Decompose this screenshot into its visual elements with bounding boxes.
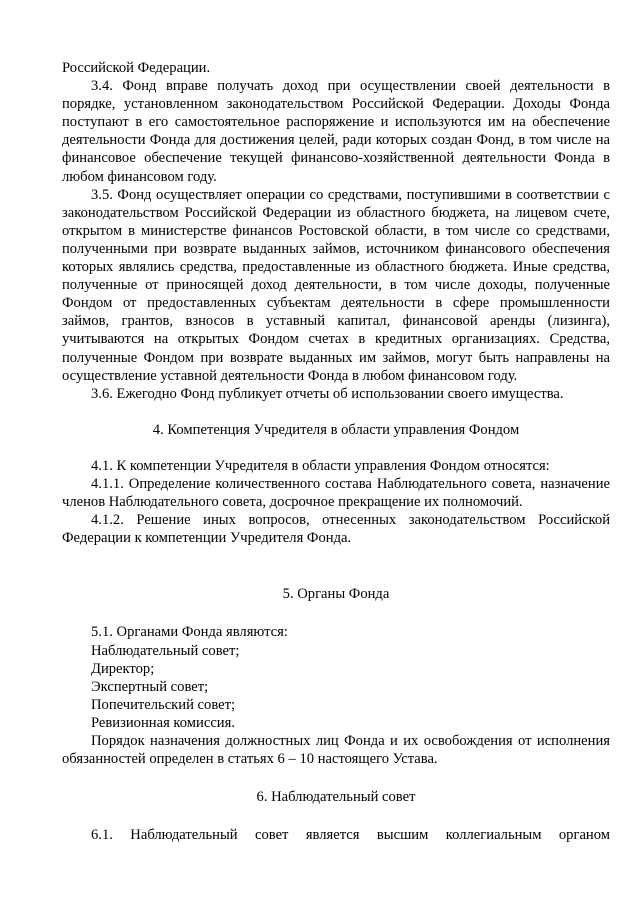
list-item-organ: Экспертный совет; bbox=[91, 678, 209, 695]
paragraph-6-1: 6.1. Наблюдательный совет является высшим коллегиальным органом bbox=[91, 827, 610, 844]
paragraph-4-1-2: 4.1.2. Решение иных вопросов, отнесенных законодательством Российской Федерации к компетенции Учредителя Фонда. bbox=[62, 512, 610, 547]
paragraph-3-4: 3.4. Фонд вправе получать доход при осуществлении своей деятельности в порядке, установленном законодательством Российской Федерации. Доходы Фонда поступают в его самостоятельное распоряжение и используются им на обеспечение деятельности Фонда для достижения целей, ради которых создан Фонд, в том числе на финансовое обеспечение текущей финансово-хозяйственной деятельности Фонда в любом финансовом году. bbox=[62, 78, 610, 185]
paragraph-4-1-1: 4.1.1. Определение количественного состава Наблюдательного совета, назначение членов Наблюдательного совета, досрочное прекращение их полномочий. bbox=[62, 475, 610, 511]
paragraph-3-5: 3.5. Фонд осуществляет операции со средствами, поступившими в соответствии с законодательством Российской Федерации из областного бюджета, на лицевом счете, открытом в министерстве финансов Ростовской области, в том числе со средствами, полученными при возврате выданных займов, источником финансового обеспечения которых являлись средства, предоставленные из областного бюджета. Иные средства, полученные от приносящей доход деятельности, в том числе доходы, полученные Фондом от предоставленных субъектам деятельности в сфере промышленности займов, грантов, взносов в уставный капитал, финансовой аренды (лизинга), учитываются на открытых Фондом счетах в кредитных организациях. Средства, полученные Фондом при возврате выданных им займов, могут быть направлены на осуществление уставной деятельности Фонда в любом финансовом году. bbox=[62, 186, 610, 384]
section-heading-4: 4. Компетенция Учредителя в области управления Фондом bbox=[152, 421, 520, 438]
paragraph-4-1: 4.1. К компетенции Учредителя в области управления Фондом относятся: bbox=[91, 457, 550, 474]
paragraph-3-6: 3.6. Ежегодно Фонд публикует отчеты об использовании своего имущества. bbox=[91, 385, 564, 402]
section-heading-5: 5. Органы Фонда bbox=[282, 586, 390, 603]
section-heading-6: 6. Наблюдательный совет bbox=[256, 789, 416, 806]
paragraph-intro: Российской Федерации. bbox=[62, 60, 211, 76]
paragraph-5-1: 5.1. Органами Фонда являются: bbox=[91, 624, 288, 641]
list-item-organ: Директор; bbox=[91, 660, 155, 677]
paragraph-order: Порядок назначения должностных лиц Фонда и их освобождения от исполнения обязанностей определен в статьях 6 – 10 настоящего Устава. bbox=[62, 733, 610, 768]
list-item-organ: Наблюдательный совет; bbox=[91, 642, 240, 659]
list-item-organ: Попечительский совет; bbox=[91, 696, 236, 713]
list-item-organ: Ревизионная комиссия. bbox=[91, 714, 235, 731]
document-page bbox=[62, 59, 610, 844]
